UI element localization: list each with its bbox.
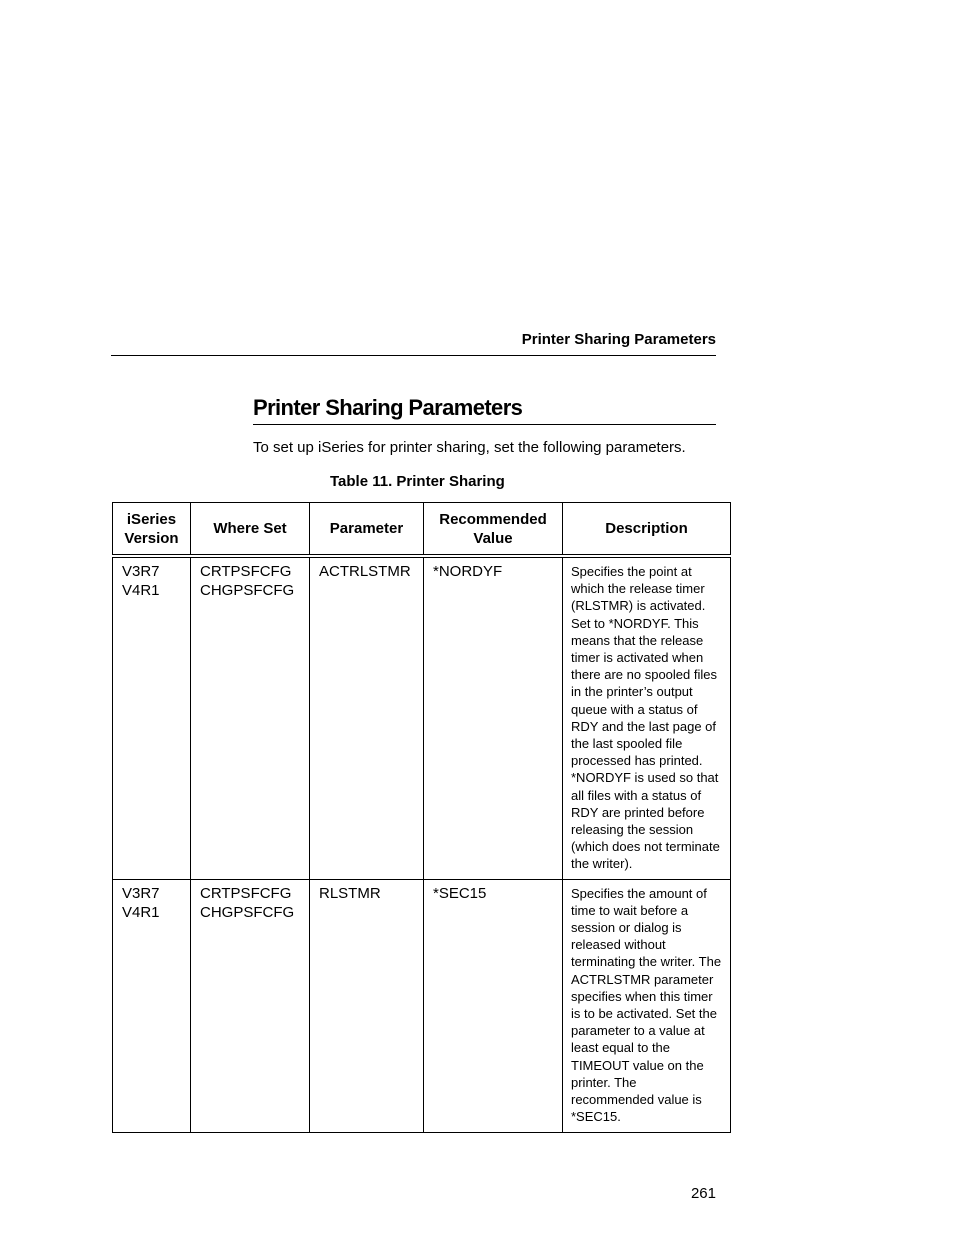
version-value: V3R7 bbox=[122, 563, 160, 580]
cell-recommended-value: *NORDYF bbox=[424, 556, 563, 879]
table-header-row bbox=[113, 503, 731, 557]
header-version bbox=[113, 503, 191, 557]
page-number: 261 bbox=[690, 1185, 716, 1202]
cell-where-set bbox=[191, 879, 310, 1132]
header-recommended-value bbox=[424, 503, 563, 557]
table-row bbox=[113, 879, 731, 1132]
header-parameter: Parameter bbox=[310, 503, 424, 557]
where-set-value: CRTPSFCFG bbox=[200, 563, 292, 580]
table-caption: Table 11. Printer Sharing bbox=[330, 473, 505, 490]
section-title: Printer Sharing Parameters bbox=[253, 393, 716, 425]
header-recommended-line-2: Value bbox=[473, 529, 513, 547]
intro-paragraph: To set up iSeries for printer sharing, set the following parameters. bbox=[253, 439, 686, 456]
cell-parameter: ACTRLSTMR bbox=[310, 556, 424, 879]
version-value: V4R1 bbox=[122, 903, 160, 921]
cell-where-set bbox=[191, 556, 310, 879]
cell-version bbox=[113, 879, 191, 1132]
running-header: Printer Sharing Parameters bbox=[111, 330, 716, 356]
cell-description: Specifies the amount of time to wait before a session or dialog is released without terminating the writer. The ACTRLSTMR parameter specifies when this timer is to be activated. Set the parameter to a value at least equal to the TIMEOUT value on the printer. The recommended value is *SEC15. bbox=[563, 879, 731, 1132]
cell-parameter: RLSTMR bbox=[310, 879, 424, 1132]
header-recommended-line-1: Recommended bbox=[439, 510, 547, 528]
header-version-line-2: Version bbox=[124, 529, 179, 547]
cell-description: Specifies the point at which the release timer (RLSTMR) is activated. Set to *NORDYF. This means that the release timer is activated when there are no spooled files in the printer’s output queue with a status of RDY and the last page of the last spooled file processed has printed. *NORDYF is used so that all files with a status of RDY are printed before releasing the session (which does not terminate the writer). bbox=[563, 556, 731, 879]
where-set-value: CHGPSFCFG bbox=[200, 582, 295, 599]
table-row bbox=[113, 556, 731, 879]
where-set-value: CHGPSFCFG bbox=[200, 903, 295, 921]
cell-recommended-value: *SEC15 bbox=[424, 879, 563, 1132]
version-value: V4R1 bbox=[122, 582, 160, 599]
header-description: Description bbox=[563, 503, 731, 557]
header-version-line-1: iSeries bbox=[126, 510, 177, 528]
cell-version bbox=[113, 556, 191, 879]
header-where-set: Where Set bbox=[191, 503, 310, 557]
printer-sharing-table bbox=[112, 502, 731, 1133]
where-set-value: CRTPSFCFG bbox=[200, 884, 292, 902]
version-value: V3R7 bbox=[122, 884, 160, 902]
